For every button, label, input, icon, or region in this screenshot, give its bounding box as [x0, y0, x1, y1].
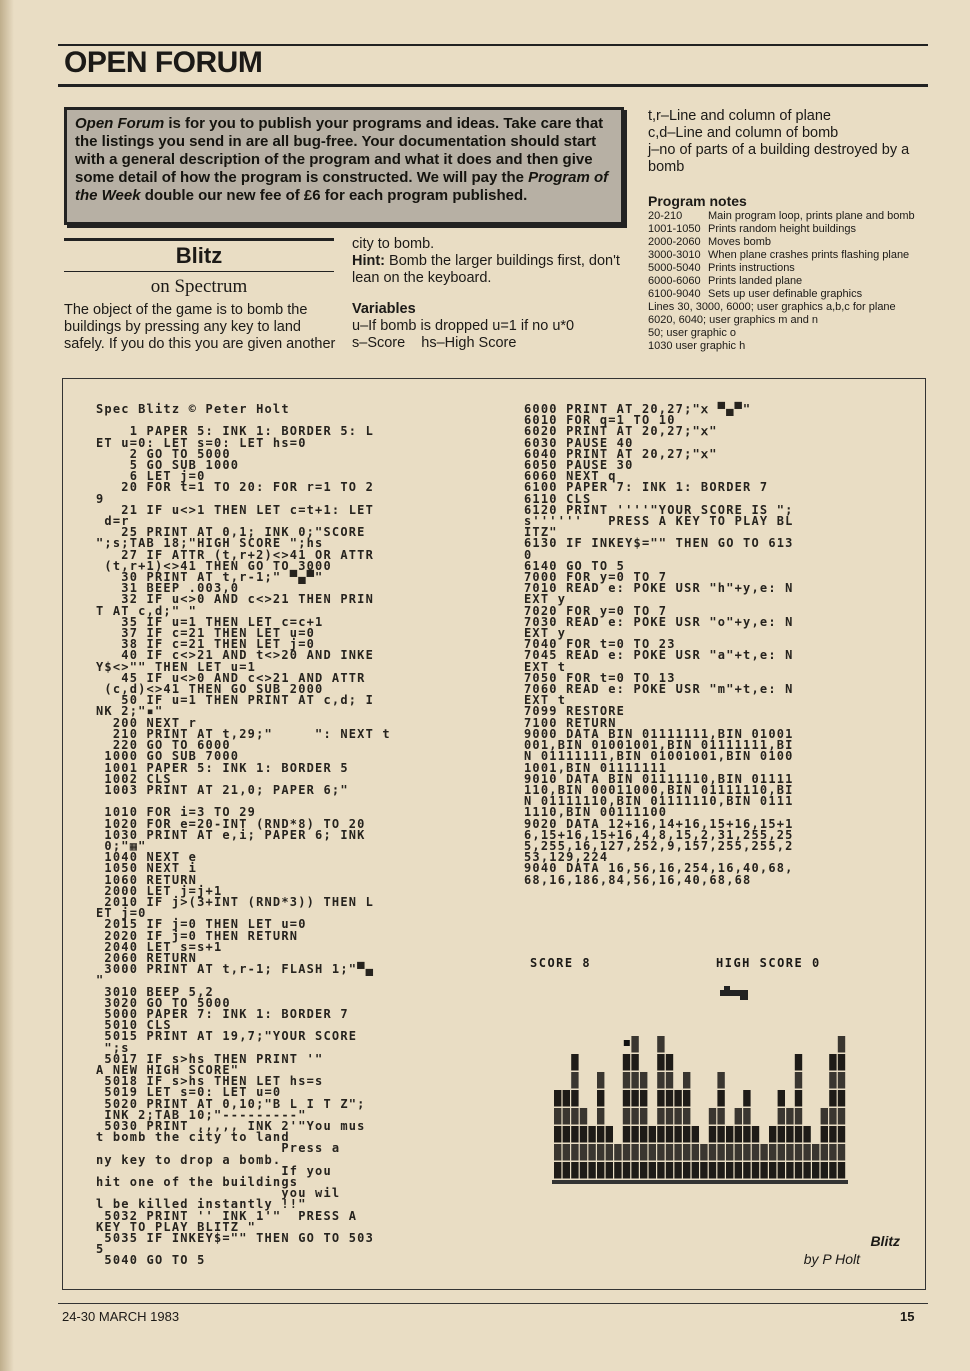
building-block — [743, 1162, 750, 1179]
building-block — [743, 1090, 750, 1107]
building-block — [769, 1144, 776, 1161]
building-block — [666, 1108, 673, 1125]
building-block — [821, 1108, 828, 1125]
building-block — [631, 1072, 638, 1089]
building-block — [735, 1144, 742, 1161]
note-row — [648, 249, 938, 262]
building-block — [786, 1144, 793, 1161]
building-block — [554, 1090, 561, 1107]
building-block — [580, 1108, 587, 1125]
building-block — [666, 1090, 673, 1107]
building-block — [683, 1126, 690, 1143]
building-block — [812, 1162, 819, 1179]
building-block — [631, 1090, 638, 1107]
note-key: 3000-3010 — [648, 249, 701, 261]
building-block — [838, 1036, 845, 1053]
building-block — [795, 1090, 802, 1107]
building-block — [795, 1144, 802, 1161]
building-block — [571, 1090, 578, 1107]
building-block — [778, 1162, 785, 1179]
building-block — [580, 1162, 587, 1179]
article-body-1: The object of the game is to bomb the buildings by pressing any key to land safely. If you do this you are given another — [64, 302, 336, 352]
building-block — [657, 1054, 664, 1071]
building-block — [795, 1108, 802, 1125]
building-block — [623, 1072, 630, 1089]
note-extra: 50; user graphic o — [648, 327, 737, 339]
building-block — [803, 1162, 810, 1179]
building-block — [709, 1162, 716, 1179]
building-block — [631, 1126, 638, 1143]
building-block — [563, 1090, 570, 1107]
building-block — [571, 1072, 578, 1089]
intro-part2: double our new fee of £6 for each program published. — [140, 187, 528, 204]
intro-pow: Program of the Week — [75, 169, 609, 204]
note-key: 2000-2060 — [648, 236, 701, 248]
footer-rule — [58, 1303, 928, 1304]
building-block — [640, 1144, 647, 1161]
building-block — [649, 1144, 656, 1161]
building-block — [657, 1036, 664, 1053]
note-row — [648, 210, 938, 223]
note-text: Prints landed plane — [708, 275, 803, 287]
building-block — [571, 1144, 578, 1161]
building-block — [717, 1126, 724, 1143]
building-block — [778, 1108, 785, 1125]
building-block — [838, 1090, 845, 1107]
note-row — [648, 262, 938, 275]
building-block — [778, 1144, 785, 1161]
building-block — [674, 1090, 681, 1107]
page-edge — [0, 0, 14, 1371]
article-column-3 — [648, 108, 928, 176]
building-block — [726, 1126, 733, 1143]
building-block — [657, 1162, 664, 1179]
variable-s: s–Score hs–High Score — [352, 335, 517, 351]
building-block — [674, 1108, 681, 1125]
building-block — [692, 1162, 699, 1179]
building-block — [674, 1144, 681, 1161]
building-block — [786, 1162, 793, 1179]
building-block — [623, 1090, 630, 1107]
building-block — [717, 1072, 724, 1089]
building-block — [752, 1126, 759, 1143]
building-block — [588, 1144, 595, 1161]
building-block — [640, 1126, 647, 1143]
building-block — [838, 1126, 845, 1143]
building-block — [580, 1144, 587, 1161]
building-block — [812, 1144, 819, 1161]
intro-box — [64, 107, 624, 225]
masthead-rule — [58, 84, 928, 87]
building-block — [631, 1054, 638, 1071]
building-block — [563, 1126, 570, 1143]
building-block — [743, 1126, 750, 1143]
building-block — [795, 1126, 802, 1143]
building-block — [735, 1162, 742, 1179]
building-block — [829, 1162, 836, 1179]
building-block — [588, 1162, 595, 1179]
hint-paragraph — [352, 253, 632, 287]
building-block — [821, 1126, 828, 1143]
caption-title: Blitz — [870, 1233, 900, 1249]
city-skyline — [554, 1036, 845, 1179]
building-block — [829, 1108, 836, 1125]
building-block — [563, 1162, 570, 1179]
building-block — [700, 1144, 707, 1161]
note-text: Sets up user definable graphics — [708, 288, 863, 300]
building-block — [571, 1126, 578, 1143]
building-block — [821, 1144, 828, 1161]
building-block — [666, 1162, 673, 1179]
building-block — [692, 1144, 699, 1161]
article-title: Blitz — [175, 243, 223, 268]
building-block — [726, 1144, 733, 1161]
note-extra: 1030 user graphic h — [648, 340, 746, 352]
building-block — [554, 1126, 561, 1143]
note-text: Prints instructions — [708, 262, 795, 274]
building-block — [657, 1144, 664, 1161]
building-block — [563, 1144, 570, 1161]
building-block — [674, 1162, 681, 1179]
plane-icon — [720, 986, 748, 1000]
hint-text: Bomb the larger buildings first, don't lean on the keyboard. — [352, 253, 620, 286]
building-block — [597, 1144, 604, 1161]
variable-j: j–no of parts of a building destroyed by a bomb — [648, 142, 910, 175]
building-block — [597, 1072, 604, 1089]
title-rule-bottom — [64, 271, 334, 272]
note-key: 6000-6060 — [648, 275, 701, 287]
building-block — [717, 1090, 724, 1107]
building-block — [726, 1162, 733, 1179]
ground-line — [552, 1180, 848, 1184]
article-body-2: city to bomb. — [352, 236, 435, 252]
note-text: When plane crashes prints flashing plane — [708, 249, 910, 261]
building-block — [829, 1144, 836, 1161]
note-extra: Lines 30, 3000, 6000; user graphics a,b,c for plane — [648, 301, 896, 313]
building-block — [649, 1162, 656, 1179]
building-block — [597, 1162, 604, 1179]
building-block — [838, 1072, 845, 1089]
intro-part1: is for you to publish your programs and ideas. Take care that the listings you send in are all bug-free. Your documentation should start with a general description of the program and what it does and then give some detail of how the program is constructed. We will pay the — [75, 115, 604, 186]
building-block — [623, 1054, 630, 1071]
building-block — [778, 1126, 785, 1143]
building-block — [692, 1126, 699, 1143]
game-screen — [540, 980, 860, 1190]
listing-right: 6000 PRINT AT 20,27;"ⅹ ▀▄▀" 6010 FOR q=1 TO 10 6020 PRINT AT 20,27;"ⅹ" 6030 PAUSE 40 6040 PRINT AT 20,27;"ⅹ" 6050 PAUSE 30 6060 NEXT q 6100 PAPER 7: INK 1: BORDER 7 6110 CLS 6120 PRINT ''''"YOUR SCORE IS "; s'''''' PRESS A KEY TO PLAY BL ITZ" 6130 IF INKEY$="" THEN GO TO 613 0 6140 GO TO 5 7000 FOR y=0 TO 7 7010 READ e: POKE USR "h"+y,e: N EXT y 7020 FOR y=0 TO 7 7030 READ e: POKE USR "o"+y,e: N EXT y 7040 FOR t=0 TO 23 7045 READ e: POKE USR "a"+t,e: N EXT t 7050 FOR t=0 TO 13 7060 READ e: POKE USR "m"+t,e: N EXT t 7099 RESTORE 7100 RETURN 9000 DATA BIN 01111111,BIN 01001 001,BIN 01001001,BIN 01111111,BI N 01111111,BIN 01001001,BIN 0100 1001,BIN 01111111 9010 DATA BIN 01111110,BIN 01111 110,BIN 00011000,BIN 01111110,BI N 01111110,BIN 01111110,BIN 0111 1110,BIN 00111100 9020 DATA 12+16,14+16,15+16,15+1 6,15+16,15+16,4,8,15,2,31,255,25 5,255,16,127,252,9,157,255,255,2 53,129,224 9040 DATA 16,56,16,254,16,40,68, 68,16,186,84,56,16,40,68,68 — [524, 402, 794, 887]
building-block — [760, 1144, 767, 1161]
building-block — [709, 1126, 716, 1143]
building-block — [631, 1108, 638, 1125]
building-block — [709, 1144, 716, 1161]
note-key: 1001-1050 — [648, 223, 701, 235]
building-block — [683, 1072, 690, 1089]
building-block — [554, 1144, 561, 1161]
building-block — [666, 1126, 673, 1143]
building-block — [631, 1036, 638, 1053]
intro-lead: Open Forum — [75, 115, 165, 132]
building-block — [623, 1108, 630, 1125]
building-block — [683, 1162, 690, 1179]
building-block — [821, 1162, 828, 1179]
building-block — [666, 1072, 673, 1089]
building-block — [717, 1144, 724, 1161]
building-block — [623, 1162, 630, 1179]
note-text: Prints random height buildings — [708, 223, 856, 235]
building-block — [580, 1126, 587, 1143]
building-block — [666, 1144, 673, 1161]
building-block — [838, 1054, 845, 1071]
building-block — [760, 1162, 767, 1179]
building-block — [623, 1144, 630, 1161]
building-block — [623, 1126, 630, 1143]
building-block — [735, 1126, 742, 1143]
building-block — [803, 1144, 810, 1161]
building-block — [717, 1108, 724, 1125]
building-block — [752, 1144, 759, 1161]
listing-left: Spec Blitz © Peter Holt 1 PAPER 5: INK 1: BORDER 5: L ET u=0: LET s=0: LET hs=0 2 GO TO 5000 5 GO SUB 1000 6 LET j=0 20 FOR t=1 TO 20: FOR r=1 TO 2 9 21 IF u<>1 THEN LET c=t+1: LET d=r 25 PRINT AT 0,1; INK 0;"SCORE ";s;TAB 18;"HIGH SCORE ";hs 27 IF ATTR (t,r+2)<>41 OR ATTR (t,r+1)<>41 THEN GO TO 3000 30 PRINT AT t,r-1;" ▀▄▀" 31 BEEP .003,0 32 IF u<>0 AND c<>21 THEN PRIN T AT c,d;" " 35 IF u=1 THEN LET c=c+1 37 IF c=21 THEN LET u=0 38 IF c=21 THEN LET j=0 40 IF c<>21 AND t<>20 AND INKE Y$<>"" THEN LET u=1 45 IF u<>0 AND c<>21 AND ATTR (c,d)<>41 THEN GO SUB 2000 50 IF u=1 THEN PRINT AT c,d; I NK 2;"▪" 200 NEXT r 210 PRINT AT t,29;" ": NEXT t 220 GO TO 6000 1000 GO SUB 7000 1001 PAPER 5: INK 1: BORDER 5 1002 CLS 1003 PRINT AT 21,0; PAPER 6;" 1010 FOR i=3 TO 29 1020 FOR e=20-INT (RND*8) TO 20 1030 PRINT AT e,i; PAPER 6; INK 0;"▦" 1040 NEXT e 1050 NEXT i 1060 RETURN 2000 LET j=j+1 2010 IF j>(3+INT (RND*3)) THEN L ET j=0 2015 IF j=0 THEN LET u=0 2020 IF j=0 THEN RETURN 2040 LET s=s+1 2060 RETURN 3000 PRINT AT t,r-1; FLASH 1;"▀▄ " 3010 BEEP 5,2 3020 GO TO 5000 5000 PAPER 7: INK 1: BORDER 7 5010 CLS 5015 PRINT AT 19,7;"YOUR SCORE ";s 5017 IF s>hs THEN PRINT '" A NEW HIGH SCORE" 5018 IF s>hs THEN LET hs=s 5019 LET s=0: LET u=0 5020 PRINT AT 0,10;"B L I T Z"; INK 2;TAB 10;"---------" 5030 PRINT ,,,,, INK 2'"You mus t bomb the city to land Press a ny key to drop a bomb. If you hit one of the buildings you wil l be killed instantly !!" 5032 PRINT '' INK 1'" PRESS A KEY TO PLAY BLITZ " 5035 IF INKEY$="" THEN GO TO 503 5 5040 GO TO 5 — [96, 402, 391, 1268]
building-block — [588, 1126, 595, 1143]
variable-u: u–If bomb is dropped u=1 if no u*0 — [352, 318, 575, 334]
building-block — [597, 1090, 604, 1107]
building-block — [683, 1108, 690, 1125]
building-block — [838, 1108, 845, 1125]
article-subtitle: on Spectrum — [150, 276, 248, 297]
note-text: Moves bomb — [708, 236, 771, 248]
building-block — [606, 1144, 613, 1161]
building-block — [649, 1126, 656, 1143]
footer-date: 24-30 MARCH 1983 — [62, 1309, 180, 1324]
note-row — [648, 223, 938, 236]
building-block — [606, 1126, 613, 1143]
building-block — [640, 1072, 647, 1089]
building-block — [571, 1054, 578, 1071]
variable-c: c,d–Line and column of bomb — [648, 125, 839, 141]
building-block — [554, 1108, 561, 1125]
building-block — [666, 1054, 673, 1071]
program-notes — [648, 210, 938, 353]
building-block — [563, 1108, 570, 1125]
building-block — [631, 1144, 638, 1161]
note-row — [648, 275, 938, 288]
bomb-icon — [624, 1040, 630, 1046]
building-block — [657, 1108, 664, 1125]
building-block — [640, 1162, 647, 1179]
building-block — [700, 1162, 707, 1179]
note-text: Main program loop, prints plane and bomb — [708, 210, 915, 222]
building-block — [709, 1108, 716, 1125]
building-block — [838, 1162, 845, 1179]
building-block — [769, 1162, 776, 1179]
caption-byline: by P Holt — [803, 1251, 860, 1267]
note-key: 5000-5040 — [648, 262, 701, 274]
masthead: OPEN FORUM — [64, 46, 263, 79]
building-block — [769, 1126, 776, 1143]
building-block — [674, 1126, 681, 1143]
building-block — [829, 1072, 836, 1089]
building-block — [597, 1108, 604, 1125]
building-block — [743, 1108, 750, 1125]
building-block — [752, 1162, 759, 1179]
building-block — [735, 1108, 742, 1125]
building-block — [657, 1126, 664, 1143]
hint-label: Hint: — [352, 253, 386, 269]
building-block — [657, 1072, 664, 1089]
building-block — [683, 1144, 690, 1161]
building-block — [743, 1144, 750, 1161]
building-block — [614, 1144, 621, 1161]
building-block — [786, 1108, 793, 1125]
building-block — [717, 1162, 724, 1179]
title-rule-top — [64, 238, 334, 241]
note-row — [648, 236, 938, 249]
note-key: 6100-9040 — [648, 288, 701, 300]
note-extra: 6020, 6040; user graphics m and n — [648, 314, 819, 326]
building-block — [631, 1162, 638, 1179]
building-block — [683, 1090, 690, 1107]
screen-score: SCORE 8 — [530, 956, 592, 970]
page-number: 15 — [900, 1309, 915, 1324]
building-block — [597, 1126, 604, 1143]
building-block — [829, 1054, 836, 1071]
building-block — [829, 1126, 836, 1143]
building-block — [571, 1108, 578, 1125]
variables-heading: Variables — [352, 301, 416, 317]
building-block — [657, 1090, 664, 1107]
building-block — [614, 1162, 621, 1179]
building-block — [606, 1162, 613, 1179]
building-block — [795, 1162, 802, 1179]
program-notes-heading: Program notes — [648, 193, 747, 209]
building-block — [829, 1090, 836, 1107]
building-block — [554, 1162, 561, 1179]
note-row — [648, 288, 938, 301]
building-block — [803, 1126, 810, 1143]
building-block — [640, 1108, 647, 1125]
building-block — [786, 1126, 793, 1143]
building-block — [795, 1072, 802, 1089]
article-column-2 — [352, 236, 632, 352]
building-block — [838, 1144, 845, 1161]
building-block — [795, 1054, 802, 1071]
note-key: 20-210 — [648, 210, 683, 222]
building-block — [778, 1090, 785, 1107]
building-block — [640, 1090, 647, 1107]
screen-high-score: HIGH SCORE 0 — [716, 956, 821, 970]
variable-t: t,r–Line and column of plane — [648, 108, 831, 124]
building-block — [571, 1162, 578, 1179]
